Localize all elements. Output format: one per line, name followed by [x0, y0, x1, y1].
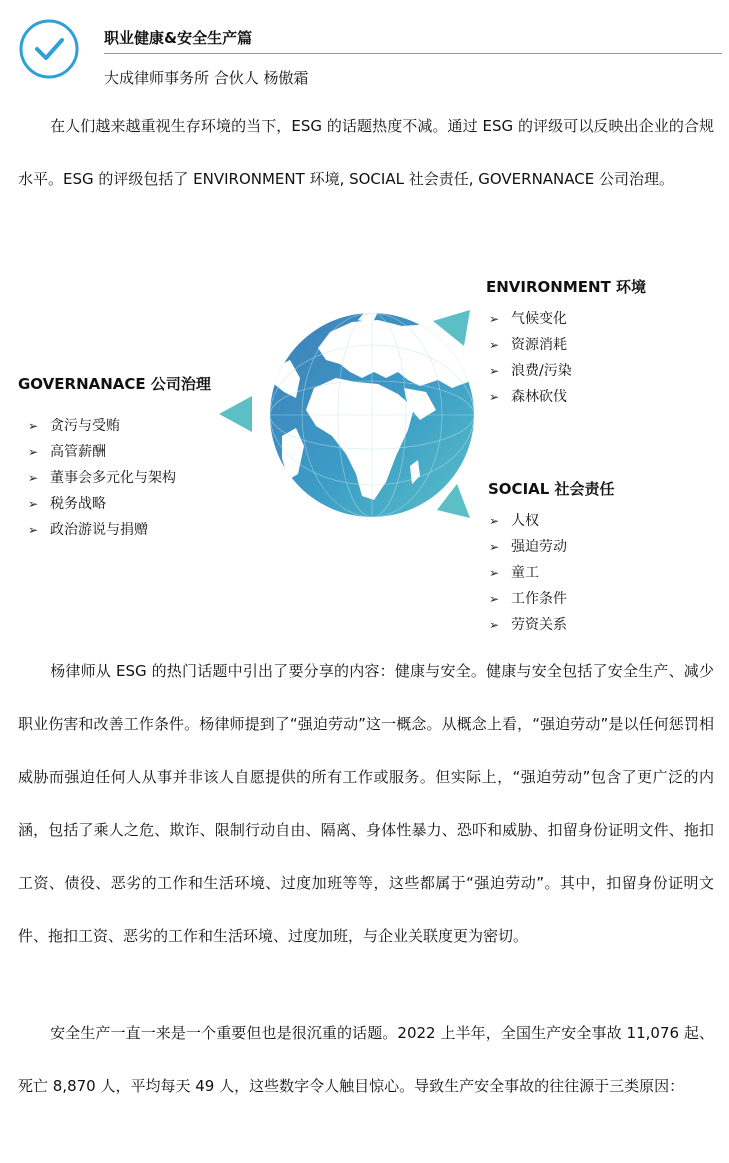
list-item: ➢ 劳资关系 — [489, 612, 567, 638]
list-item: ➢ 税务战略 — [28, 491, 176, 517]
bullet-arrow-icon: ➢ — [489, 390, 500, 404]
checkmark-circle-icon — [18, 18, 80, 80]
esg-diagram — [0, 260, 729, 645]
bullet-arrow-icon: ➢ — [489, 592, 500, 606]
list-item: ➢ 童工 — [489, 560, 567, 586]
bullet-arrow-icon: ➢ — [28, 497, 39, 511]
governance-list — [28, 413, 176, 543]
bullet-arrow-icon: ➢ — [489, 514, 500, 528]
social-heading: SOCIAL 社会责任 — [488, 480, 615, 498]
list-item: ➢ 工作条件 — [489, 586, 567, 612]
title-divider — [104, 53, 722, 54]
author-byline: 大成律师事务所 合伙人 杨傲霜 — [104, 69, 309, 87]
arrow-to-governance-icon — [219, 396, 252, 432]
list-item: ➢ 贪污与受贿 — [28, 413, 176, 439]
bullet-arrow-icon: ➢ — [489, 312, 500, 326]
list-item: ➢ 强迫劳动 — [489, 534, 567, 560]
social-list — [489, 508, 567, 638]
environment-list — [489, 306, 572, 410]
bullet-arrow-icon: ➢ — [489, 540, 500, 554]
bullet-arrow-icon: ➢ — [489, 618, 500, 632]
bullet-arrow-icon: ➢ — [28, 419, 39, 433]
list-item: ➢ 政治游说与捐赠 — [28, 517, 176, 543]
list-item: ➢ 资源消耗 — [489, 332, 572, 358]
bullet-arrow-icon: ➢ — [28, 471, 39, 485]
forced-labor-paragraph: 杨律师从 ESG 的热门话题中引出了要分享的内容：健康与安全。健康与安全包括了安全生产、减少职业伤害和改善工作条件。杨律师提到了“强迫劳动”这一概念。从概念上看，“强迫劳动”是以任何惩罚相威胁而强迫任何人从事并非该人自愿提供的所有工作或服务。但实际上，“强迫劳动”包含了更广泛的内涵，包括了乘人之危、欺诈、限制行动自由、隔离、身体性暴力、恐吓和威胁、扣留身份证明文件、拖扣工资、债役、恶劣的工作和生活环境、过度加班等等，这些都属于“强迫劳动”。其中，扣留身份证明文件、拖扣工资、恶劣的工作和生活环境、过度加班，与企业关联度更为密切。 — [18, 662, 714, 945]
environment-heading: ENVIRONMENT 环境 — [486, 278, 647, 296]
safety-statistics-paragraph: 安全生产一直一来是一个重要但也是很沉重的话题。2022 上半年，全国生产安全事故 11,076 起、死亡 8,870 人，平均每天 49 人，这些数字令人触目惊心。导致生产安全事故的往往源于三类原因： — [18, 1024, 714, 1095]
list-item: ➢ 高管薪酬 — [28, 439, 176, 465]
list-item: ➢ 董事会多元化与架构 — [28, 465, 176, 491]
bullet-arrow-icon: ➢ — [28, 445, 39, 459]
list-item: ➢ 气候变化 — [489, 306, 572, 332]
section-title: 职业健康&安全生产篇 — [104, 29, 253, 47]
globe-icon — [270, 308, 474, 517]
bullet-arrow-icon: ➢ — [489, 364, 500, 378]
bullet-arrow-icon: ➢ — [28, 523, 39, 537]
governance-heading: GOVERNANACE 公司治理 — [18, 375, 211, 393]
bullet-arrow-icon: ➢ — [489, 338, 500, 352]
list-item: ➢ 浪费/污染 — [489, 358, 572, 384]
bullet-arrow-icon: ➢ — [489, 566, 500, 580]
intro-paragraph: 在人们越来越重视生存环境的当下，ESG 的话题热度不减。通过 ESG 的评级可以反映出企业的合规水平。ESG 的评级包括了 ENVIRONMENT 环境, SOCIAL 社会责任, GOVERNANACE 公司治理。 — [18, 117, 714, 188]
list-item: ➢ 人权 — [489, 508, 567, 534]
list-item: ➢ 森林砍伐 — [489, 384, 572, 410]
